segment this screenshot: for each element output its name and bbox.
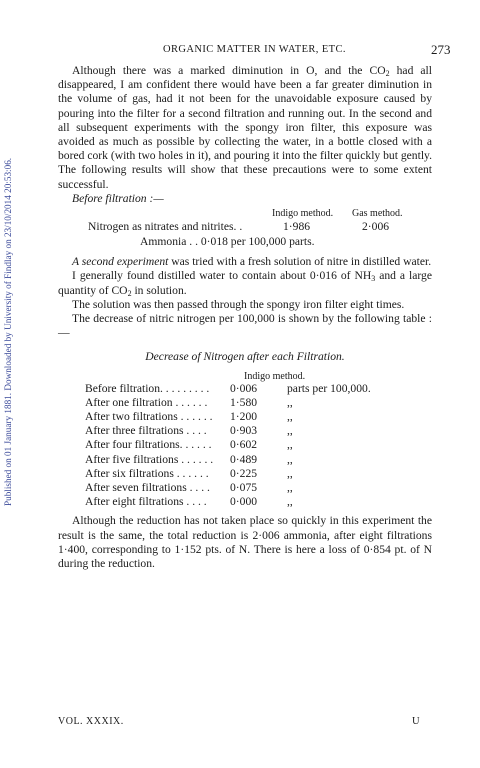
table-row	[58, 396, 432, 410]
ammonia-line: Ammonia . . 0·018 per 100,000 parts.	[140, 235, 315, 249]
paragraph-1	[58, 64, 432, 192]
para3-text-a: I generally found distilled water to contain about 0·016 of NH	[72, 269, 372, 283]
nitrogen-gas-value: 2·006	[362, 220, 390, 234]
nitrogen-indigo-value: 1·986	[283, 220, 311, 234]
table-row	[58, 481, 432, 495]
gas-method-header: Gas method.	[352, 208, 403, 220]
row-unit: ,,	[287, 466, 293, 480]
row-value: 1·580	[230, 395, 258, 409]
para1-text-a: Although there was a marked diminution in O, and the CO	[72, 64, 386, 77]
method-header	[58, 207, 432, 220]
row-unit: ,,	[287, 410, 293, 424]
row-unit: ,,	[287, 395, 293, 409]
row-label: After three filtrations . . . .	[85, 424, 207, 438]
row-value: 0·075	[230, 480, 258, 494]
row-label: After eight filtrations . . . .	[85, 495, 207, 509]
row-unit: ,,	[287, 495, 293, 509]
download-notice: Published on 01 January 1881. Downloaded by University of Findlay on 23/10/2014 20:53:06.	[3, 157, 13, 506]
row-value: 1·200	[230, 410, 258, 424]
row-label: After two filtrations . . . . . .	[85, 410, 213, 424]
row-unit: parts per 100,000.	[287, 381, 371, 395]
para1-text-b: had all disappeared, I am confident there would have been a far greater diminution in the volume of gas, had it not been for the unavoidable exposure caused by pouring into the filter for a second filtration and running out. In the second and all subsequent experiments with the spongy iron filter, this exposure was avoided as much as possible by collecting the water, in a bottle closed with a bored cork (with two holes in it), and pouring it into the filter quickly but gently. The following results will show that these precautions were to some extent successful.	[58, 64, 432, 191]
table-row	[58, 467, 432, 481]
page-number: 273	[431, 42, 451, 57]
row-label: After four filtrations. . . . . .	[85, 438, 212, 452]
subscript: 2	[385, 69, 390, 78]
nitrogen-row	[58, 220, 432, 235]
table-row	[58, 424, 432, 438]
row-label: After seven filtrations . . . .	[85, 480, 210, 494]
body-text	[58, 64, 432, 571]
row-value: 0·489	[230, 452, 258, 466]
para3-text-c: in solution.	[131, 283, 187, 297]
nitrogen-label: Nitrogen as nitrates and nitrites. .	[88, 220, 243, 234]
row-unit: ,,	[287, 438, 293, 452]
para2-text: was tried with a fresh solution of nitre in distilled water.	[168, 255, 432, 269]
table-row	[58, 382, 432, 396]
volume-footer: VOL. XXXIX.	[58, 716, 124, 727]
row-label: Before filtration. . . . . . . . .	[85, 381, 210, 395]
table-row	[58, 495, 432, 509]
row-value: 0·225	[230, 466, 258, 480]
row-unit: ,,	[287, 480, 293, 494]
row-value: 0·903	[230, 424, 258, 438]
row-value: 0·000	[230, 495, 258, 509]
row-label: After one filtration . . . . . .	[85, 395, 208, 409]
subscript: 2	[127, 288, 132, 298]
table-subheader: Indigo method.	[244, 370, 306, 382]
paragraph-6: Although the reduction has not taken place so quickly in this experiment the result is the same, the total reduction is 2·006 ammonia, after eight filtrations 1·400, corresponding to 1·152 pts. of N. There is here a loss of 0·854 pt. of N during the reduction.	[58, 514, 432, 570]
table-row	[58, 453, 432, 467]
row-unit: ,,	[287, 424, 293, 438]
signature-mark: U	[412, 716, 420, 727]
running-head: ORGANIC MATTER IN WATER, ETC.	[163, 44, 346, 55]
paragraph-5: The decrease of nitric nitrogen per 100,000 is shown by the following table :—	[58, 312, 432, 340]
row-unit: ,,	[287, 452, 293, 466]
row-value: 0·602	[230, 438, 258, 452]
before-filtration-label: Before filtration :—	[72, 191, 164, 205]
table-row	[58, 438, 432, 452]
row-label: After six filtrations . . . . . .	[85, 466, 209, 480]
table-title: Decrease of Nitrogen after each Filtration.	[145, 350, 345, 364]
row-label: After five filtrations . . . . . .	[85, 452, 214, 466]
paragraph-4: The solution was then passed through the spongy iron filter eight times.	[72, 297, 405, 311]
subscript: 3	[371, 274, 376, 284]
paragraph-2	[58, 255, 432, 269]
paragraph-3	[58, 269, 432, 297]
table-row	[58, 410, 432, 424]
filtration-table	[58, 382, 432, 510]
indigo-method-header: Indigo method.	[272, 208, 334, 220]
emphasis: A second experiment	[72, 255, 169, 269]
row-value: 0·006	[230, 381, 258, 395]
para3-text-b: and a large quantity of CO	[58, 269, 432, 297]
